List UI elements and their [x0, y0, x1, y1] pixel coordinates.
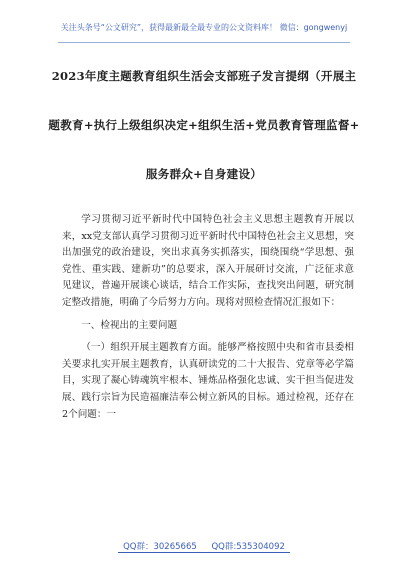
- header-notice: 关注头条号“公文研究”，获得最新最全最专业的公文资料库！ 微信：gongwenyj: [60, 23, 348, 32]
- document-title-line-3: 服务群众+自身建设）: [145, 167, 263, 181]
- document-title-line-2: 题教育+执行上级组织决定+组织生活+党员教育管理监督+: [48, 118, 360, 132]
- footer-qq-group-1: QQ群：30265665: [123, 542, 197, 552]
- section-heading: 一、检视出的主要问题: [81, 319, 178, 331]
- footer-qq-group-2: QQ群:535304092: [211, 542, 285, 552]
- intro-paragraph: 学习贯彻习近平新时代中国特色社会主义思想主题教育开展以来，xx党支部认真学习贯彻习近平新时代中国特色社会主义思想，突出加强党的政治建设，突出求真务实抓落实，围绕围绕“学思想、强党性、重实践、建新功”的总要求，深入开展研讨交流，广泛征求意见建议，普遍开展谈心谈话，结合工作实际，查找突出问题，研究制定整改措施，明确了今后努力方向。现将对照检查情况汇报如下：: [62, 214, 354, 308]
- footer-underline: [118, 552, 290, 553]
- subsection-paragraph: （一）组织开展主题教育方面。能够严格按照中央和省市县委相关要求扎实开展主题教育，认真研读党的二十大报告、党章等必学篇目，实现了凝心铸魂筑牢根本、锤炼品格强化忠诚、实干担当促进发展、践行宗旨为民造福廉洁奉公树立新风的目标。通过检视，还存在2个问题：一: [62, 342, 354, 420]
- document-title-line-1: 2023年度主题教育组织生活会支部班子发言提纲（开展主: [51, 69, 357, 83]
- document-body: [62, 212, 354, 423]
- footer-contact: [0, 540, 408, 552]
- header-divider: [58, 42, 350, 43]
